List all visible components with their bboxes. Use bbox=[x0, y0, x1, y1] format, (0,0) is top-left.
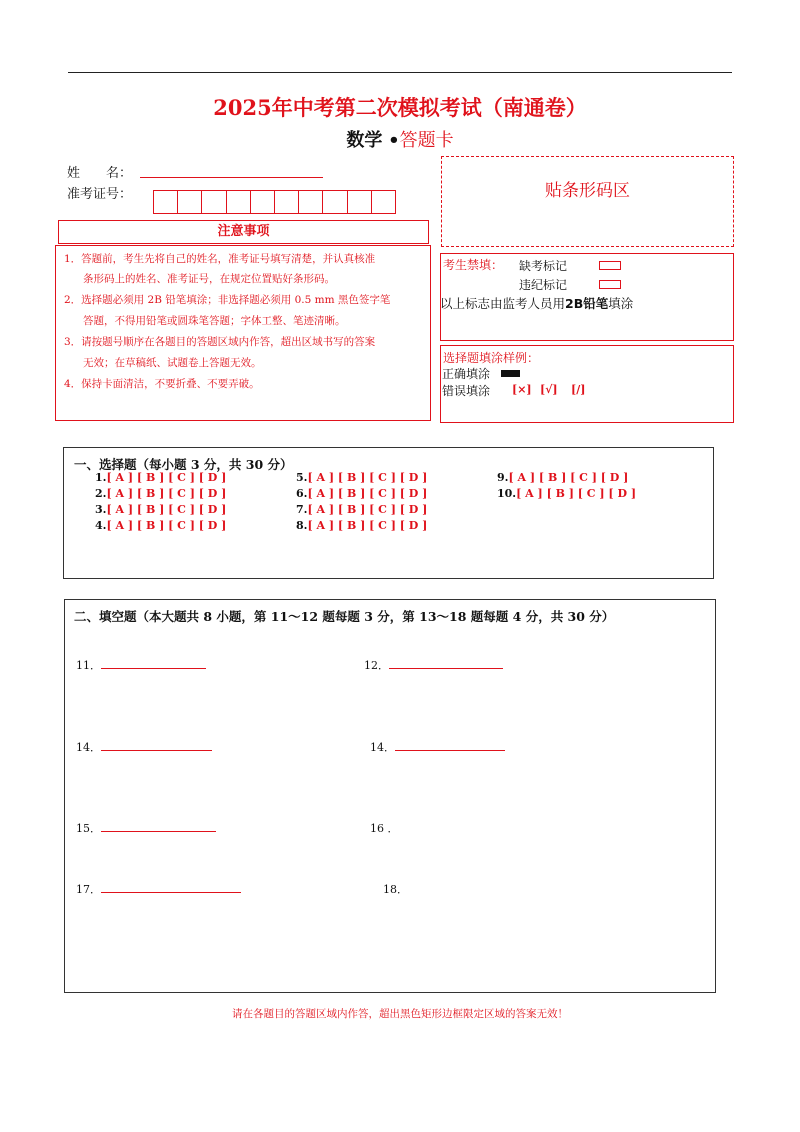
mcq-row[interactable]: 3.[ A ] [ B ] [ C ] [ D ] bbox=[95, 503, 227, 516]
blank-18[interactable]: 18． bbox=[383, 883, 408, 896]
notice-item: 4．保持卡面清洁，不要折叠、不要弄破。 bbox=[64, 378, 260, 390]
correct-fill-swatch bbox=[501, 370, 520, 377]
exam-subtitle bbox=[0, 126, 800, 152]
id-digit-box[interactable] bbox=[153, 190, 178, 214]
mcq-row[interactable]: 4.[ A ] [ B ] [ C ] [ D ] bbox=[95, 519, 227, 532]
mcq-row[interactable]: 2.[ A ] [ B ] [ C ] [ D ] bbox=[95, 487, 227, 500]
id-digit-box[interactable] bbox=[371, 190, 396, 214]
wrong-mark-slash: [/] bbox=[571, 383, 586, 396]
absent-label: 缺考标记 bbox=[519, 259, 568, 273]
id-digit-box[interactable] bbox=[250, 190, 275, 214]
fill-blank-section-title: 二、填空题（本大题共 8 小题，第 11～12 题每题 3 分，第 13～18 题每题 4 分，共 30 分） bbox=[74, 609, 615, 624]
wrong-mark-check: [√] bbox=[540, 383, 558, 396]
wrong-fill-label: 错误填涂 bbox=[442, 384, 491, 398]
id-digit-box[interactable] bbox=[274, 190, 299, 214]
flag-note-bold: 2B铅笔 bbox=[565, 296, 609, 311]
mcq-row[interactable]: 8.[ A ] [ B ] [ C ] [ D ] bbox=[296, 519, 428, 532]
id-digit-box[interactable] bbox=[298, 190, 323, 214]
mcq-row[interactable]: 7.[ A ] [ B ] [ C ] [ D ] bbox=[296, 503, 428, 516]
name-label: 姓 名： bbox=[67, 166, 133, 181]
mcq-row[interactable]: 9.[ A ] [ B ] [ C ] [ D ] bbox=[497, 471, 629, 484]
absent-mark-box[interactable] bbox=[599, 261, 621, 270]
mcq-row[interactable]: 1.[ A ] [ B ] [ C ] [ D ] bbox=[95, 471, 227, 484]
notice-item: 无效；在草稿纸、试题卷上答题无效。 bbox=[83, 357, 262, 369]
flag-title: 考生禁填： bbox=[443, 258, 504, 272]
blank-17[interactable]: 17． bbox=[76, 881, 241, 897]
exam-id-label: 准考证号： bbox=[67, 187, 133, 202]
mcq-row[interactable]: 10.[ A ] [ B ] [ C ] [ D ] bbox=[497, 487, 637, 500]
wrong-mark-x: [×] bbox=[512, 383, 532, 396]
name-field[interactable] bbox=[140, 177, 323, 178]
blank-16[interactable]: 16 ． bbox=[370, 822, 399, 835]
exam-id-boxes[interactable] bbox=[153, 190, 396, 214]
flag-note bbox=[440, 294, 633, 312]
notice-item: 答题，不得用铅笔或圆珠笔答题；字体工整、笔迹清晰。 bbox=[83, 315, 346, 327]
notice-heading: 注意事项 bbox=[58, 220, 429, 244]
sample-title: 选择题填涂样例： bbox=[443, 351, 540, 365]
barcode-label: 贴条形码区 bbox=[545, 181, 630, 201]
footer-warning: 请在各题目的答题区域内作答，超出黑色矩形边框限定区域的答案无效！ bbox=[232, 1008, 568, 1020]
id-digit-box[interactable] bbox=[322, 190, 347, 214]
id-digit-box[interactable] bbox=[226, 190, 251, 214]
blank-13[interactable]: 14． bbox=[76, 739, 212, 755]
top-rule bbox=[68, 72, 732, 73]
exam-title: 2025年中考第二次模拟考试（南通卷） bbox=[213, 95, 587, 120]
blank-11[interactable]: 11． bbox=[76, 657, 206, 673]
subtitle-dot: • bbox=[388, 130, 400, 151]
id-digit-box[interactable] bbox=[201, 190, 226, 214]
notice-item: 1．答题前，考生先将自己的姓名，准考证号填写清楚，并认真核准 bbox=[64, 253, 376, 265]
notice-item: 3．请按题号顺序在各题目的答题区域内作答，超出区域书写的答案 bbox=[64, 336, 376, 348]
mcq-row[interactable]: 5.[ A ] [ B ] [ C ] [ D ] bbox=[296, 471, 428, 484]
mcq-row[interactable]: 6.[ A ] [ B ] [ C ] [ D ] bbox=[296, 487, 428, 500]
notice-item: 条形码上的姓名、准考证号，在规定位置贴好条形码。 bbox=[83, 273, 335, 285]
subject-label: 数学 bbox=[346, 130, 383, 151]
blank-12[interactable]: 12． bbox=[364, 657, 503, 673]
id-digit-box[interactable] bbox=[177, 190, 202, 214]
barcode-area bbox=[441, 156, 734, 247]
violation-label: 违纪标记 bbox=[519, 278, 568, 292]
violation-mark-box[interactable] bbox=[599, 280, 621, 289]
blank-15[interactable]: 15． bbox=[76, 820, 216, 836]
correct-fill-label: 正确填涂 bbox=[442, 367, 491, 381]
answer-card-label: 答题卡 bbox=[399, 130, 454, 151]
blank-14[interactable]: 14． bbox=[370, 739, 505, 755]
mcq-section-title: 一、选择题（每小题 3 分，共 30 分） bbox=[74, 457, 293, 472]
notice-item: 2．选择题必须用 2B 铅笔填涂；非选择题必须用 0.5 mm 黑色签字笔 bbox=[64, 294, 391, 306]
id-digit-box[interactable] bbox=[347, 190, 372, 214]
flag-note-prefix: 以上标志由监考人员用 bbox=[440, 296, 566, 311]
flag-note-suffix: 填涂 bbox=[608, 296, 634, 311]
